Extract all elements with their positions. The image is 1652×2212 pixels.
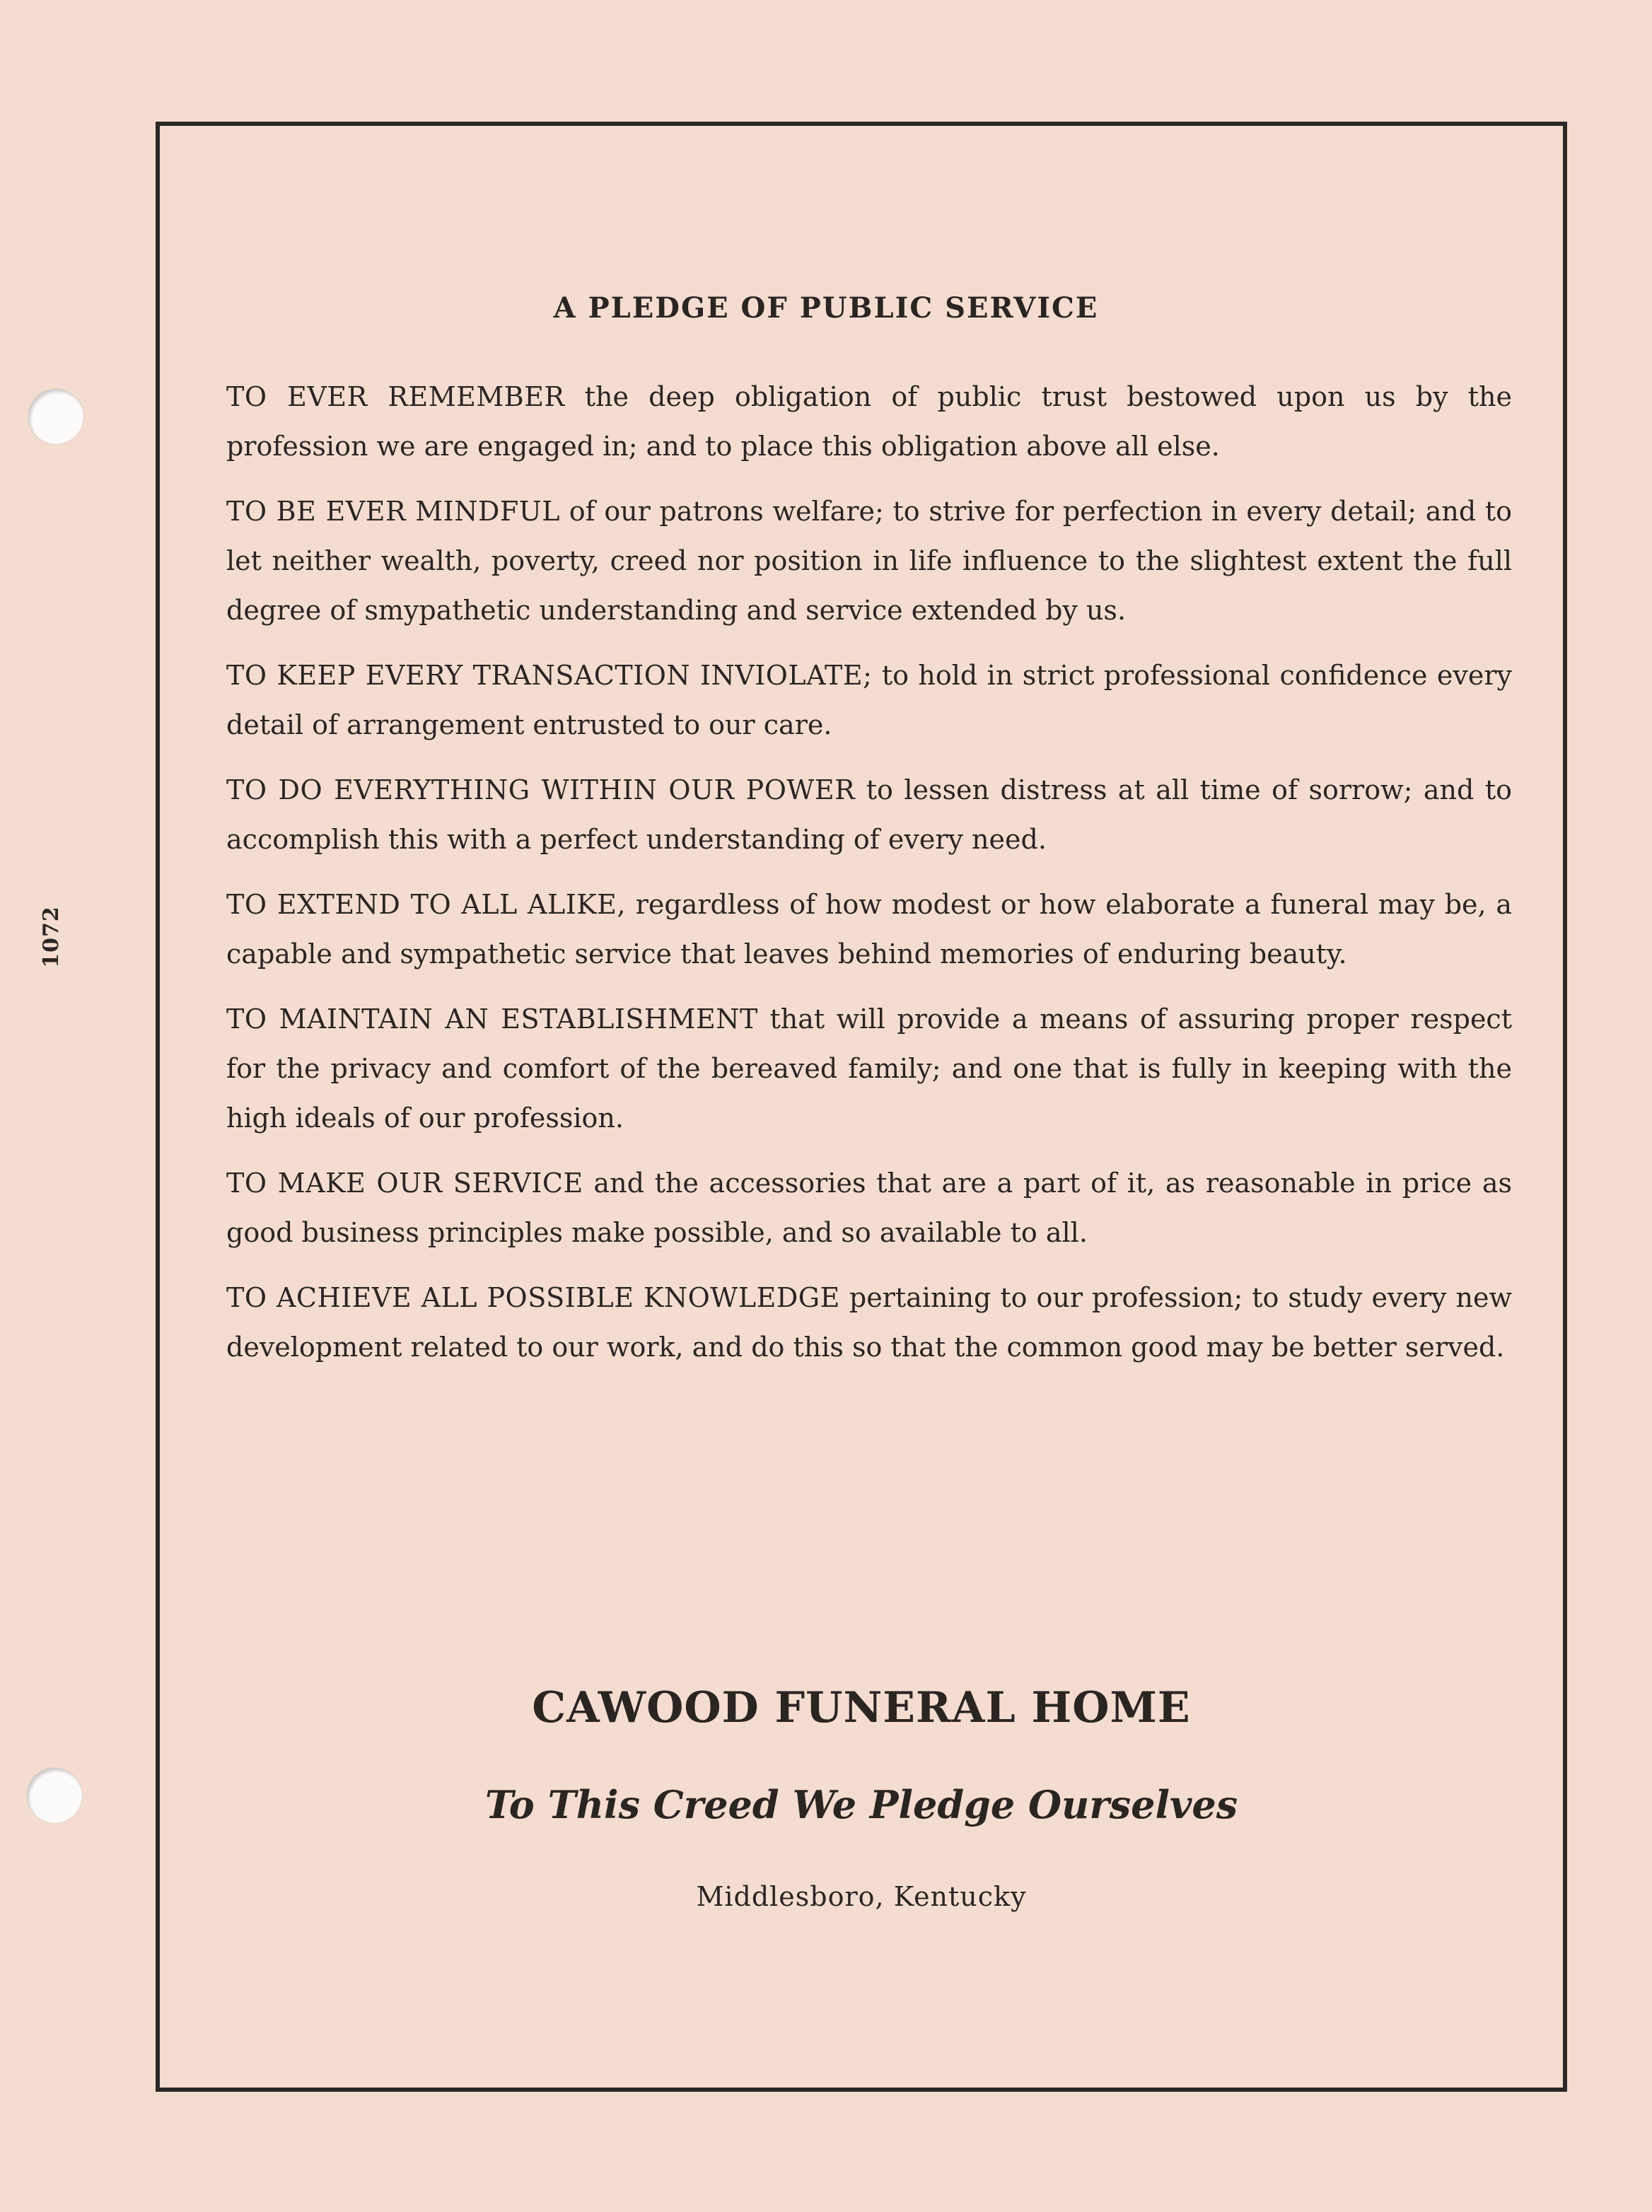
pledge-item: [226, 487, 1512, 635]
punch-hole-bottom: [27, 1768, 82, 1823]
pledge-lead: TO EVER REMEMBER: [226, 381, 565, 412]
pledge-text: that will provide a means of assuring proper respect for the privacy and comfort of the bereaved family; and one that is fully in keeping with the high ideals of our profession.: [226, 1003, 1512, 1134]
pledge-text: the deep obligation of public trust bestowed upon us by the profession we are engaged in; and to place this obligation above all else.: [226, 381, 1512, 462]
pledge-item: [226, 765, 1512, 864]
pledge-item: [226, 1273, 1512, 1372]
pledge-item: [226, 880, 1512, 979]
pledge-lead: TO KEEP EVERY TRANSACTION INVIOLATE;: [226, 660, 873, 691]
company-motto: To This Creed We Pledge Ourselves: [484, 1782, 1238, 1827]
pledge-list: [226, 372, 1512, 1387]
punch-hole-top: [28, 389, 83, 444]
pledge-item: [226, 1158, 1512, 1257]
pledge-text: regardless of how modest or how elaborate a funeral may be, a capable and sympathetic service that leaves behind memories of enduring beauty.: [226, 889, 1512, 970]
company-name: CAWOOD FUNERAL HOME: [532, 1683, 1191, 1733]
pledge-title: A PLEDGE OF PUBLIC SERVICE: [553, 291, 1099, 325]
pledge-lead: TO DO EVERYTHING WITHIN OUR POWER: [226, 774, 856, 805]
pledge-text: to lessen distress at all time of sorrow; and to accomplish this with a perfect understanding of every need.: [226, 774, 1512, 855]
pledge-lead: TO MAKE OUR SERVICE: [226, 1168, 583, 1199]
pledge-lead: TO BE EVER MINDFUL: [226, 496, 561, 527]
pledge-lead: TO MAINTAIN AN ESTABLISHMENT: [226, 1003, 758, 1035]
pledge-item: [226, 372, 1512, 471]
company-location: Middlesboro, Kentucky: [696, 1881, 1027, 1912]
pledge-text: of our patrons welfare; to strive for perfection in every detail; and to let neither wealth, poverty, creed nor position in life influence to the slightest extent the full degree of smypathetic understanding and service extended by us.: [226, 496, 1512, 626]
pledge-lead: TO ACHIEVE ALL POSSIBLE KNOWLEDGE: [226, 1282, 840, 1313]
pledge-text: to hold in strict professional confidence every detail of arrangement entrusted to our care.: [226, 660, 1512, 740]
pledge-text: and the accessories that are a part of it, as reasonable in price as good business principles make possible, and so available to all.: [226, 1168, 1512, 1248]
pledge-text: pertaining to our profession; to study every new development related to our work, and do this so that the common good may be better served.: [226, 1282, 1513, 1363]
page-number: 1072: [39, 906, 64, 968]
pledge-item: [226, 651, 1512, 750]
pledge-lead: TO EXTEND TO ALL ALIKE,: [226, 889, 626, 920]
pledge-item: [226, 994, 1512, 1143]
